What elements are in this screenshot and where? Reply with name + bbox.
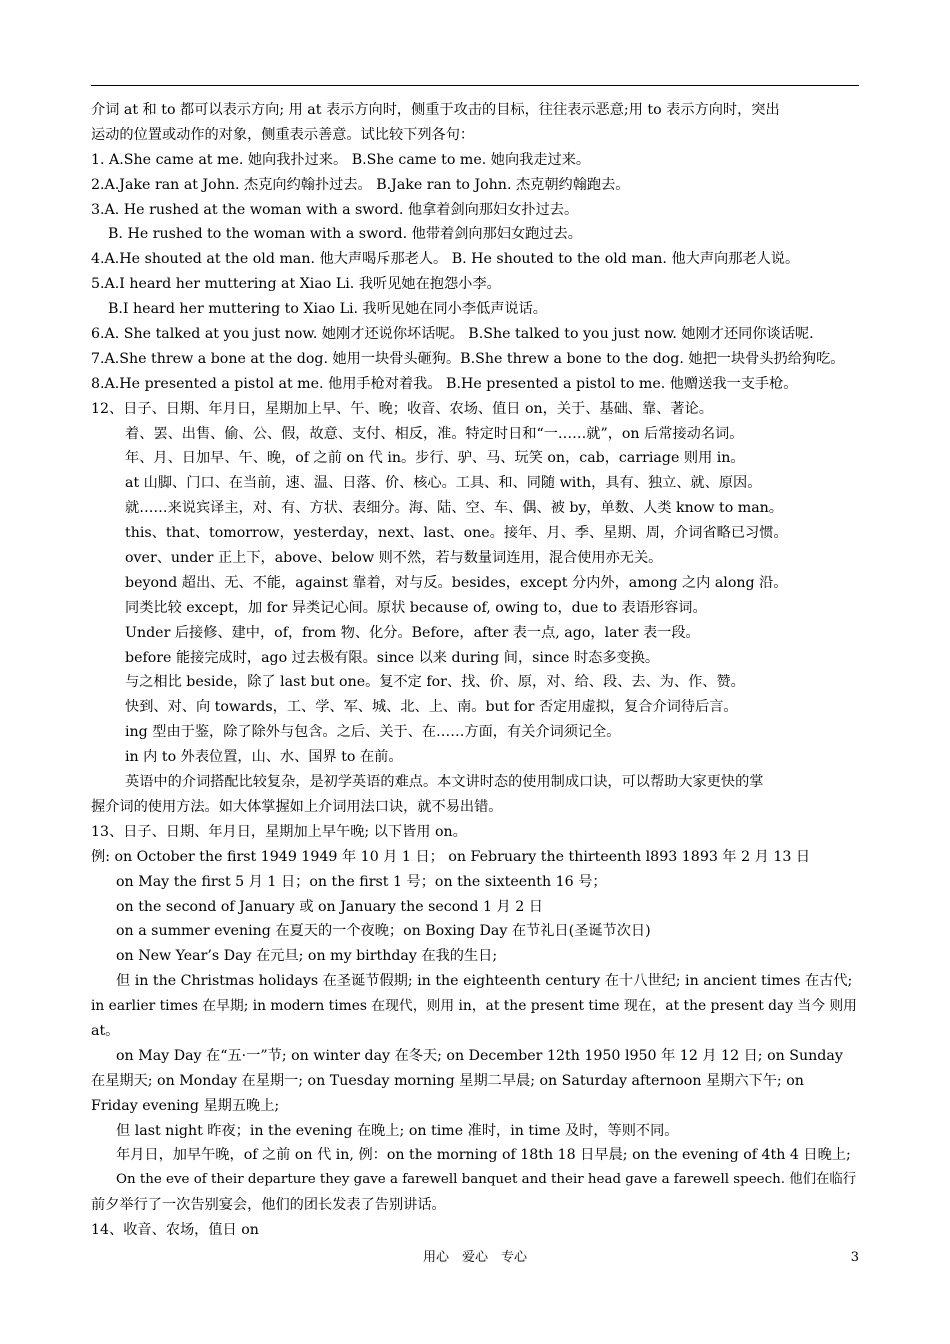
- example-line: on the second of January 或 on January the second 1 月 2 日: [116, 898, 543, 915]
- rhyme-line: beyond 超出、无、不能，against 靠着，对与反。besides，except 分内外，among 之内 along 沿。: [125, 574, 788, 591]
- rhyme-line: 就……来说宾译主，对、有、方状、表细分。海、陆、空、车、偶、被 by，单数、人类 know to man。: [125, 500, 783, 517]
- paragraph-line: on May Day 在“五·一”节; on winter day 在冬天; on December 12th 1950 l950 年 12 月 12 日; on Sunday: [116, 1047, 843, 1064]
- page-number: 3: [850, 1250, 859, 1265]
- page-footer: [0, 1248, 950, 1268]
- section-heading: 14、收音、农场，值日 on: [91, 1222, 259, 1239]
- example-line: on May the first 5 月 1 日；on the first 1 号；on the sixteenth 16 号；: [116, 873, 607, 890]
- example-line: 7.A.She threw a bone at the dog. 她用一块骨头砸狗。B.She threw a bone to the dog. 她把一块骨头扔给狗吃。: [91, 350, 845, 367]
- rhyme-line: 年、月、日加早、午、晚，of 之前 on 代 in。步行、驴、马、玩笑 on，cab，carriage 则用 in。: [125, 450, 745, 467]
- header-rule: [91, 85, 859, 86]
- text-line: 介词 at 和 to 都可以表示方向; 用 at 表示方向时，侧重于攻击的目标，往往表示恶意;用 to 表示方向时，突出: [91, 102, 780, 118]
- rhyme-heading: 12、日子、日期、年月日，星期加上早、午、晚；收音、农场、值日 on，关于、基础、靠、著论。: [91, 400, 713, 417]
- paragraph-line: 年月日，加早午晚，of 之前 on 代 in, 例：on the morning of 18th 18 日早晨; on the evening of 4th 4 日晚上;: [116, 1147, 851, 1164]
- paragraph-line: On the eve of their departure they gave a farewell banquet and their head gave a farewell speech. 他们在临行: [116, 1172, 857, 1188]
- paragraph-line: in earlier times 在早期; in modern times 在现代，则用 in，at the present time 现在，at the present day 当今 则用: [91, 998, 857, 1015]
- example-line: 1. A.She came at me. 她向我扑过来。 B.She came to me. 她向我走过来。: [91, 151, 591, 168]
- example-line: 6.A. She talked at you just now. 她刚才还说你坏话呢。 B.She talked to you just now. 她刚才还同你谈话呢.: [91, 326, 814, 343]
- rhyme-line: before 能接完成时，ago 过去极有限。since 以来 during 间，since 时态多变换。: [125, 649, 660, 666]
- paragraph-line: 前夕举行了一次告别宴会，他们的团长发表了告别讲话。: [91, 1197, 446, 1214]
- paragraph-line: at。: [91, 1022, 120, 1039]
- rhyme-line: 同类比较 except，加 for 异类记心间。原状 because of, owing to，due to 表语形容词。: [125, 599, 707, 616]
- rhyme-line: 着、罢、出售、偷、公、假，故意、支付、相反，准。特定时日和“一……就”，on 后常接动名词。: [125, 425, 744, 442]
- text-line: 运动的位置或动作的对象，侧重表示善意。试比较下列各句：: [91, 126, 475, 143]
- example-line: B.I heard her muttering to Xiao Li. 我听见她在同小李低声说话。: [108, 301, 547, 318]
- rhyme-line: 快到、对、向 towards，工、学、军、城、北、上、南。but for 否定用虚拟，复合介词待后言。: [125, 699, 738, 716]
- rhyme-line: over、under 正上下，above、below 则不然，若与数量词连用，混合使用亦无关。: [125, 550, 663, 567]
- paragraph-line: 但 last night 昨夜；in the evening 在晚上; on time 准时，in time 及时，等则不同。: [116, 1122, 679, 1139]
- paragraph-line: Friday evening 星期五晚上;: [91, 1097, 280, 1114]
- example-line: 4.A.He shouted at the old man. 他大声喝斥那老人。 B. He shouted to the old man. 他大声向那老人说。: [91, 251, 800, 268]
- example-line: B. He rushed to the woman with a sword. 他带着剑向那妇女跑过去。: [108, 226, 582, 243]
- paragraph-line: 但 in the Christmas holidays 在圣诞节假期; in the eighteenth century 在十八世纪; in ancient times 在古代;: [116, 973, 853, 990]
- rhyme-line: in 内 to 外表位置，山、水、国界 to 在前。: [125, 749, 403, 766]
- rhyme-line: at 山脚、门口、在当前，速、温、日落、价、核心。工具、和、同随 with，具有、独立、就、原因。: [125, 475, 762, 492]
- document-body: [91, 98, 859, 1243]
- footer-motto: 用心 爱心 专心: [422, 1250, 527, 1265]
- example-line: 5.A.I heard her muttering at Xiao Li. 我听见她在抱怨小李。: [91, 276, 501, 293]
- example-line: 8.A.He presented a pistol at me. 他用手枪对着我。 B.He presented a pistol to me. 他赠送我一支手枪。: [91, 375, 798, 392]
- rhyme-line: 与之相比 beside，除了 last but one。复不定 for、找、价、原，对、给、段、去、为、作、赞。: [125, 674, 745, 691]
- paragraph-line: 握介词的使用方法。如大体掌握如上介词用法口诀，就不易出错。: [91, 798, 503, 815]
- paragraph-line: 在星期天; on Monday 在星期一; on Tuesday morning 星期二早晨; on Saturday afternoon 星期六下午; on: [91, 1072, 804, 1089]
- example-line: on New Year’s Day 在元旦; on my birthday 在我的生日;: [116, 948, 498, 965]
- paragraph-line: 英语中的介词搭配比较复杂，是初学英语的难点。本文讲时态的使用制成口诀，可以帮助大家更快的掌: [125, 774, 764, 791]
- example-line: 3.A. He rushed at the woman with a sword. 他拿着剑向那妇女扑过去。: [91, 201, 579, 218]
- rhyme-line: this、that、tomorrow，yesterday，next、last、one。接年、月、季、星期、周，介词省略已习惯。: [125, 525, 788, 542]
- rhyme-line: ing 型由于鉴，除了除外与包含。之后、关于、在……方面，有关介词须记全。: [125, 724, 621, 741]
- rhyme-line: Under 后接修、建中，of，from 物、化分。Before，after 表一点, ago，later 表一段。: [125, 624, 700, 641]
- example-line: 2.A.Jake ran at John. 杰克向约翰扑过去。 B.Jake ran to John. 杰克朝约翰跑去。: [91, 176, 630, 193]
- section-heading: 13、日子、日期、年月日，星期加上早午晚; 以下皆用 on。: [91, 823, 467, 840]
- example-line: 例: on October the first 1949 1949 年 10 月 1 日； on February the thirteenth l893 1893 年 2 月 13 日: [91, 848, 811, 865]
- example-line: on a summer evening 在夏天的一个夜晚；on Boxing Day 在节礼日(圣诞节次日): [116, 923, 651, 940]
